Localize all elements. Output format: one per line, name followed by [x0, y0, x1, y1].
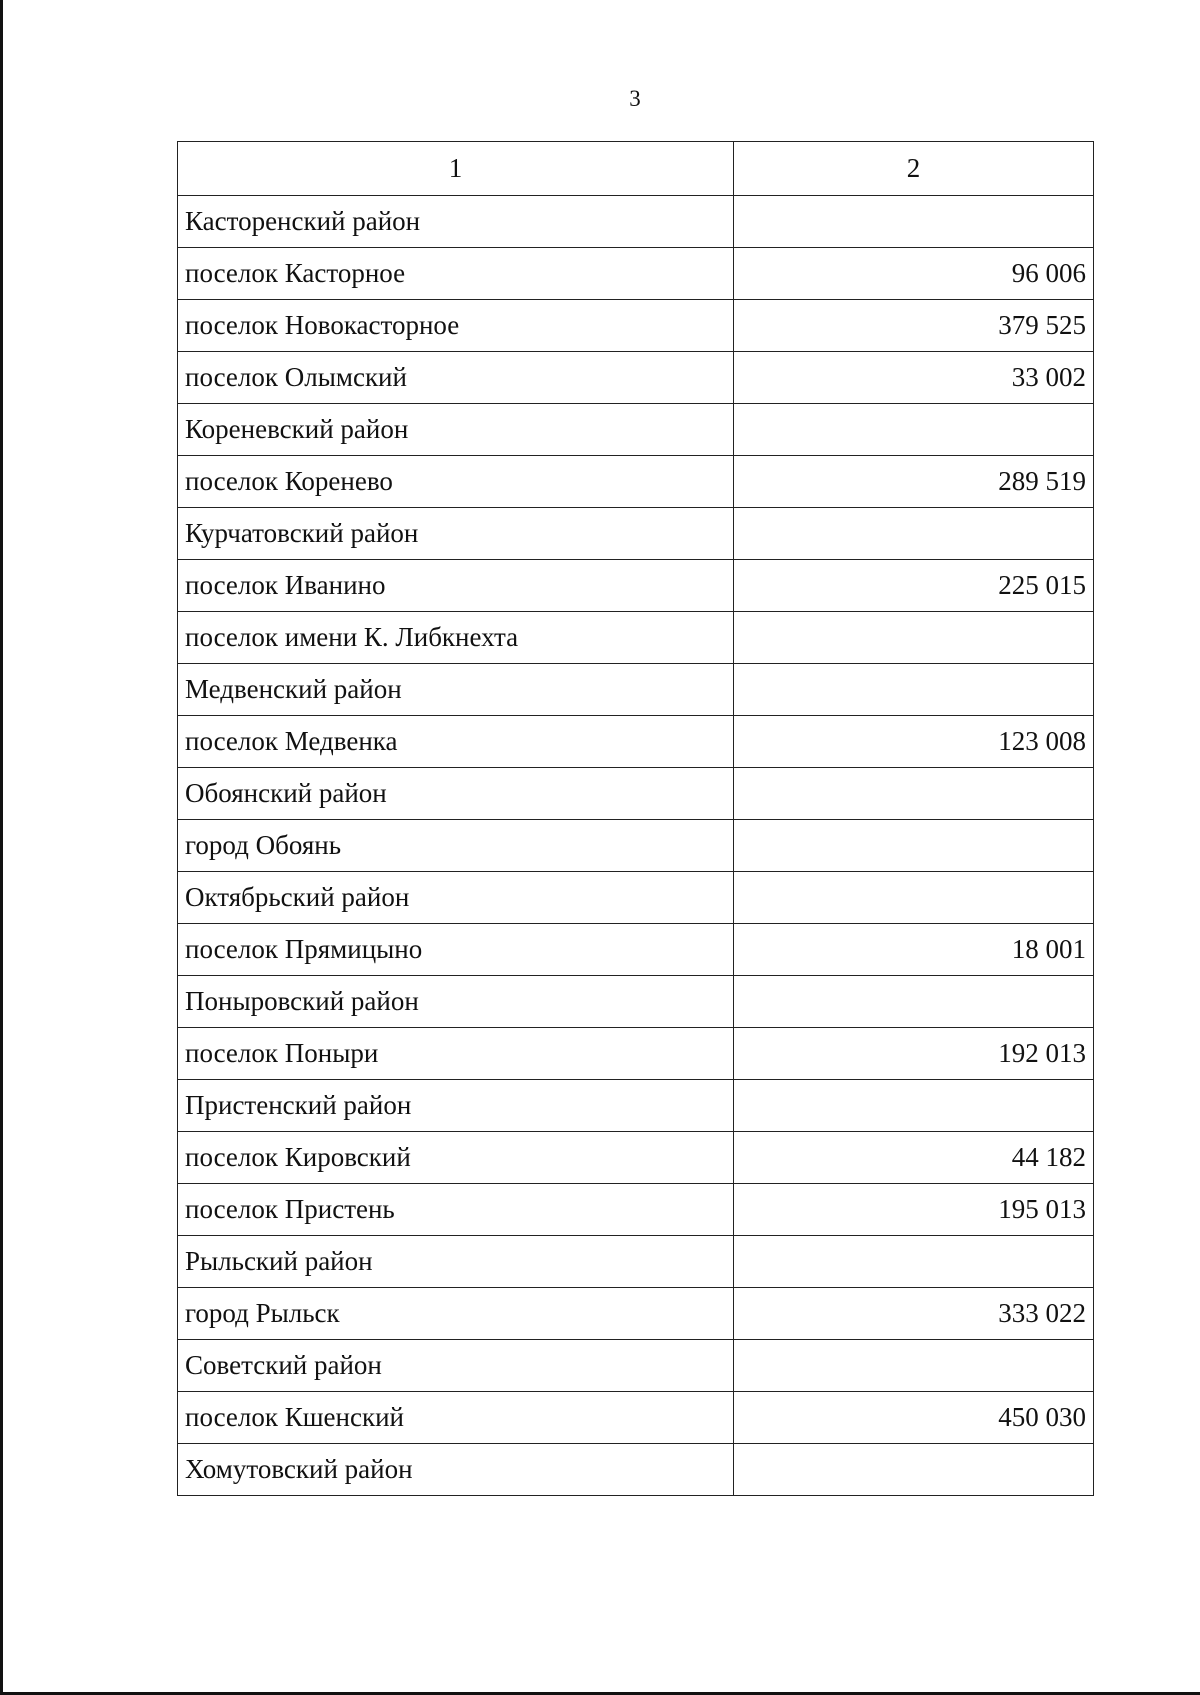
settlements-table	[177, 141, 1094, 1496]
row-name: Рыльский район	[178, 1236, 734, 1288]
row-value: 450 030	[734, 1392, 1094, 1444]
row-value: 123 008	[734, 716, 1094, 768]
row-name: Обоянский район	[178, 768, 734, 820]
row-name: Октябрьский район	[178, 872, 734, 924]
table-row	[178, 404, 1094, 456]
table-row	[178, 664, 1094, 716]
row-value: 225 015	[734, 560, 1094, 612]
row-name: Медвенский район	[178, 664, 734, 716]
row-name: Поныровский район	[178, 976, 734, 1028]
page-number: 3	[629, 86, 641, 111]
row-value: 33 002	[734, 352, 1094, 404]
row-name: поселок Коренево	[178, 456, 734, 508]
table-row	[178, 1236, 1094, 1288]
row-name: поселок Касторное	[178, 248, 734, 300]
table-row	[178, 1340, 1094, 1392]
row-value	[734, 1340, 1094, 1392]
row-name: город Рыльск	[178, 1288, 734, 1340]
table-row	[178, 716, 1094, 768]
table-header-row	[178, 142, 1094, 196]
row-name: Хомутовский район	[178, 1444, 734, 1496]
row-name: поселок Медвенка	[178, 716, 734, 768]
row-value	[734, 612, 1094, 664]
row-value: 18 001	[734, 924, 1094, 976]
row-value	[734, 976, 1094, 1028]
row-value	[734, 820, 1094, 872]
table-row	[178, 1080, 1094, 1132]
row-value	[734, 508, 1094, 560]
table-row	[178, 924, 1094, 976]
row-name: поселок имени К. Либкнехта	[178, 612, 734, 664]
row-value: 192 013	[734, 1028, 1094, 1080]
row-value: 289 519	[734, 456, 1094, 508]
table-row	[178, 976, 1094, 1028]
table-row	[178, 456, 1094, 508]
row-value	[734, 872, 1094, 924]
row-name: поселок Прямицыно	[178, 924, 734, 976]
row-value: 96 006	[734, 248, 1094, 300]
table-row	[178, 196, 1094, 248]
row-value: 195 013	[734, 1184, 1094, 1236]
row-value	[734, 1236, 1094, 1288]
table-row	[178, 1132, 1094, 1184]
row-value	[734, 1080, 1094, 1132]
table-row	[178, 820, 1094, 872]
row-value	[734, 196, 1094, 248]
table-row	[178, 1028, 1094, 1080]
row-name: Советский район	[178, 1340, 734, 1392]
table-row	[178, 248, 1094, 300]
row-value	[734, 1444, 1094, 1496]
row-name: поселок Кшенский	[178, 1392, 734, 1444]
row-value	[734, 768, 1094, 820]
row-name: Касторенский район	[178, 196, 734, 248]
table-row	[178, 872, 1094, 924]
row-value	[734, 664, 1094, 716]
row-value: 379 525	[734, 300, 1094, 352]
table-row	[178, 768, 1094, 820]
table-row	[178, 560, 1094, 612]
column-header-1: 1	[178, 142, 734, 196]
row-name: Кореневский район	[178, 404, 734, 456]
table-row	[178, 1444, 1094, 1496]
table-row	[178, 1288, 1094, 1340]
row-name: поселок Кировский	[178, 1132, 734, 1184]
row-name: поселок Поныри	[178, 1028, 734, 1080]
table-row	[178, 612, 1094, 664]
row-name: поселок Иванино	[178, 560, 734, 612]
row-name: поселок Олымский	[178, 352, 734, 404]
table-row	[178, 1184, 1094, 1236]
row-name: Курчатовский район	[178, 508, 734, 560]
column-header-2: 2	[734, 142, 1094, 196]
table-row	[178, 352, 1094, 404]
row-name: поселок Новокасторное	[178, 300, 734, 352]
row-value: 333 022	[734, 1288, 1094, 1340]
row-name: поселок Пристень	[178, 1184, 734, 1236]
row-value: 44 182	[734, 1132, 1094, 1184]
table-row	[178, 508, 1094, 560]
row-name: город Обоянь	[178, 820, 734, 872]
row-name: Пристенский район	[178, 1080, 734, 1132]
row-value	[734, 404, 1094, 456]
table-row	[178, 1392, 1094, 1444]
scan-border-left	[0, 0, 3, 1695]
table-row	[178, 300, 1094, 352]
